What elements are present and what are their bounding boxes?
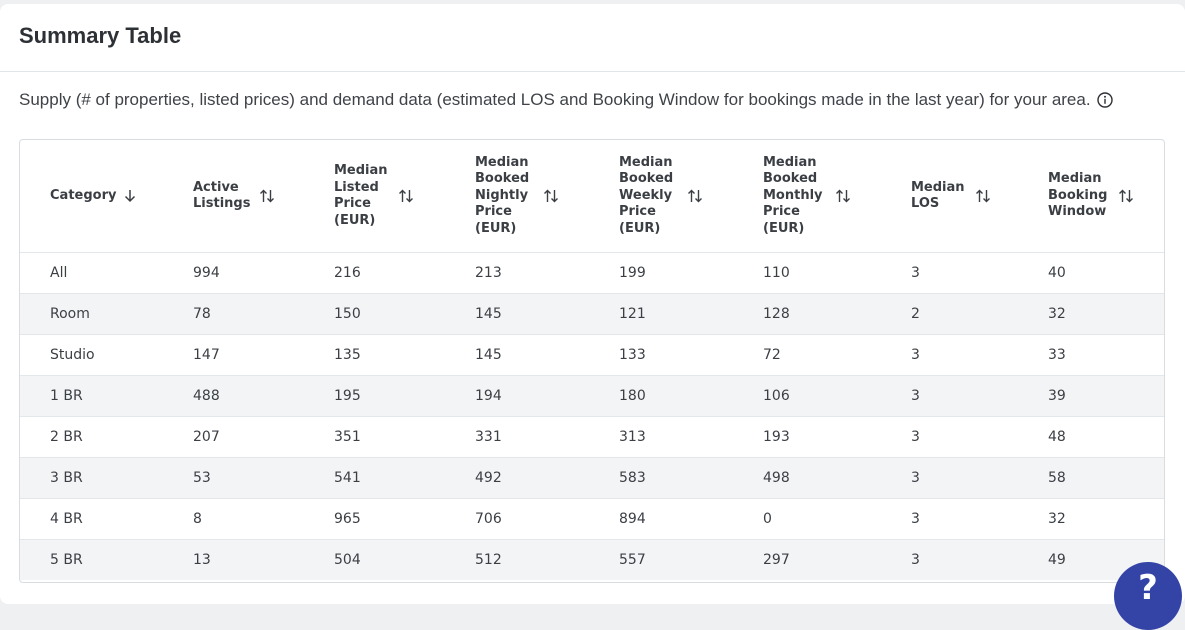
column-label: Median Booked Monthly Price (EUR) (763, 154, 823, 236)
value-cell: 194 (475, 376, 619, 417)
value-cell: 504 (334, 540, 475, 581)
help-button[interactable]: ? (1114, 562, 1182, 630)
column-label: Category (50, 187, 117, 203)
value-cell: 994 (193, 253, 334, 294)
value-cell: 150 (334, 294, 475, 335)
value-cell: 8 (193, 499, 334, 540)
value-cell: 49 (1048, 540, 1164, 581)
value-cell: 331 (475, 417, 619, 458)
arrow-down-icon[interactable] (124, 189, 136, 203)
table-row (20, 417, 1164, 458)
value-cell: 13 (193, 540, 334, 581)
column-header-median-los[interactable] (911, 140, 1048, 253)
value-cell: 216 (334, 253, 475, 294)
value-cell: 133 (619, 335, 763, 376)
value-cell: 3 (911, 499, 1048, 540)
value-cell: 135 (334, 335, 475, 376)
value-cell: 110 (763, 253, 911, 294)
category-cell: All (20, 253, 193, 294)
category-cell: Studio (20, 335, 193, 376)
value-cell: 3 (911, 335, 1048, 376)
value-cell: 78 (193, 294, 334, 335)
table-row (20, 294, 1164, 335)
value-cell: 33 (1048, 335, 1164, 376)
column-header-median-booked-weekly-price[interactable] (619, 140, 763, 253)
sort-icon[interactable] (398, 189, 414, 203)
description-text: Supply (# of properties, listed prices) and demand data (estimated LOS and Booking Window for bookings made in the last year) for your area. (19, 90, 1091, 109)
card-title: Summary Table (19, 22, 182, 48)
value-cell: 180 (619, 376, 763, 417)
table-row (20, 376, 1164, 417)
sort-icon[interactable] (1118, 189, 1134, 203)
value-cell: 512 (475, 540, 619, 581)
value-cell: 3 (911, 458, 1048, 499)
value-cell: 53 (193, 458, 334, 499)
value-cell: 3 (911, 540, 1048, 581)
value-cell: 128 (763, 294, 911, 335)
value-cell: 199 (619, 253, 763, 294)
column-header-median-booked-nightly-price[interactable] (475, 140, 619, 253)
column-header-category[interactable] (20, 140, 193, 253)
column-label: Median Booked Nightly Price (EUR) (475, 154, 530, 236)
table-description (19, 90, 1113, 110)
value-cell: 0 (763, 499, 911, 540)
sort-icon[interactable] (835, 189, 851, 203)
table-row (20, 499, 1164, 540)
value-cell: 894 (619, 499, 763, 540)
value-cell: 583 (619, 458, 763, 499)
table-row (20, 335, 1164, 376)
value-cell: 3 (911, 417, 1048, 458)
value-cell: 313 (619, 417, 763, 458)
value-cell: 32 (1048, 294, 1164, 335)
category-cell: 1 BR (20, 376, 193, 417)
column-header-active-listings[interactable] (193, 140, 334, 253)
sort-icon[interactable] (975, 189, 991, 203)
value-cell: 195 (334, 376, 475, 417)
value-cell: 213 (475, 253, 619, 294)
sort-icon[interactable] (687, 189, 703, 203)
value-cell: 706 (475, 499, 619, 540)
value-cell: 121 (619, 294, 763, 335)
value-cell: 557 (619, 540, 763, 581)
info-icon[interactable] (1097, 92, 1113, 108)
value-cell: 2 (911, 294, 1048, 335)
value-cell: 193 (763, 417, 911, 458)
category-cell: 2 BR (20, 417, 193, 458)
value-cell: 488 (193, 376, 334, 417)
value-cell: 492 (475, 458, 619, 499)
column-label: Median Booking Window (1048, 171, 1108, 220)
column-label: Median Booked Weekly Price (EUR) (619, 154, 674, 236)
value-cell: 48 (1048, 417, 1164, 458)
value-cell: 147 (193, 335, 334, 376)
column-label: Median Listed Price (EUR) (334, 163, 388, 228)
summary-card (0, 4, 1185, 604)
category-cell: Room (20, 294, 193, 335)
summary-table (19, 139, 1165, 583)
column-header-median-booked-monthly-price[interactable] (763, 140, 911, 253)
value-cell: 39 (1048, 376, 1164, 417)
value-cell: 498 (763, 458, 911, 499)
column-header-median-booking-window[interactable] (1048, 140, 1164, 253)
value-cell: 145 (475, 335, 619, 376)
table-row (20, 540, 1164, 581)
column-label: Median LOS (911, 179, 965, 211)
value-cell: 3 (911, 376, 1048, 417)
card-header (0, 4, 1185, 72)
column-header-median-listed-price[interactable] (334, 140, 475, 253)
value-cell: 207 (193, 417, 334, 458)
table-row (20, 458, 1164, 499)
value-cell: 541 (334, 458, 475, 499)
category-cell: 5 BR (20, 540, 193, 581)
value-cell: 40 (1048, 253, 1164, 294)
category-cell: 3 BR (20, 458, 193, 499)
value-cell: 3 (911, 253, 1048, 294)
value-cell: 145 (475, 294, 619, 335)
value-cell: 32 (1048, 499, 1164, 540)
sort-icon[interactable] (543, 189, 559, 203)
value-cell: 965 (334, 499, 475, 540)
table-row (20, 253, 1164, 294)
column-label: Active Listings (193, 179, 251, 211)
value-cell: 106 (763, 376, 911, 417)
value-cell: 351 (334, 417, 475, 458)
value-cell: 58 (1048, 458, 1164, 499)
sort-icon[interactable] (259, 189, 275, 203)
value-cell: 72 (763, 335, 911, 376)
header-row (20, 140, 1164, 253)
value-cell: 297 (763, 540, 911, 581)
category-cell: 4 BR (20, 499, 193, 540)
